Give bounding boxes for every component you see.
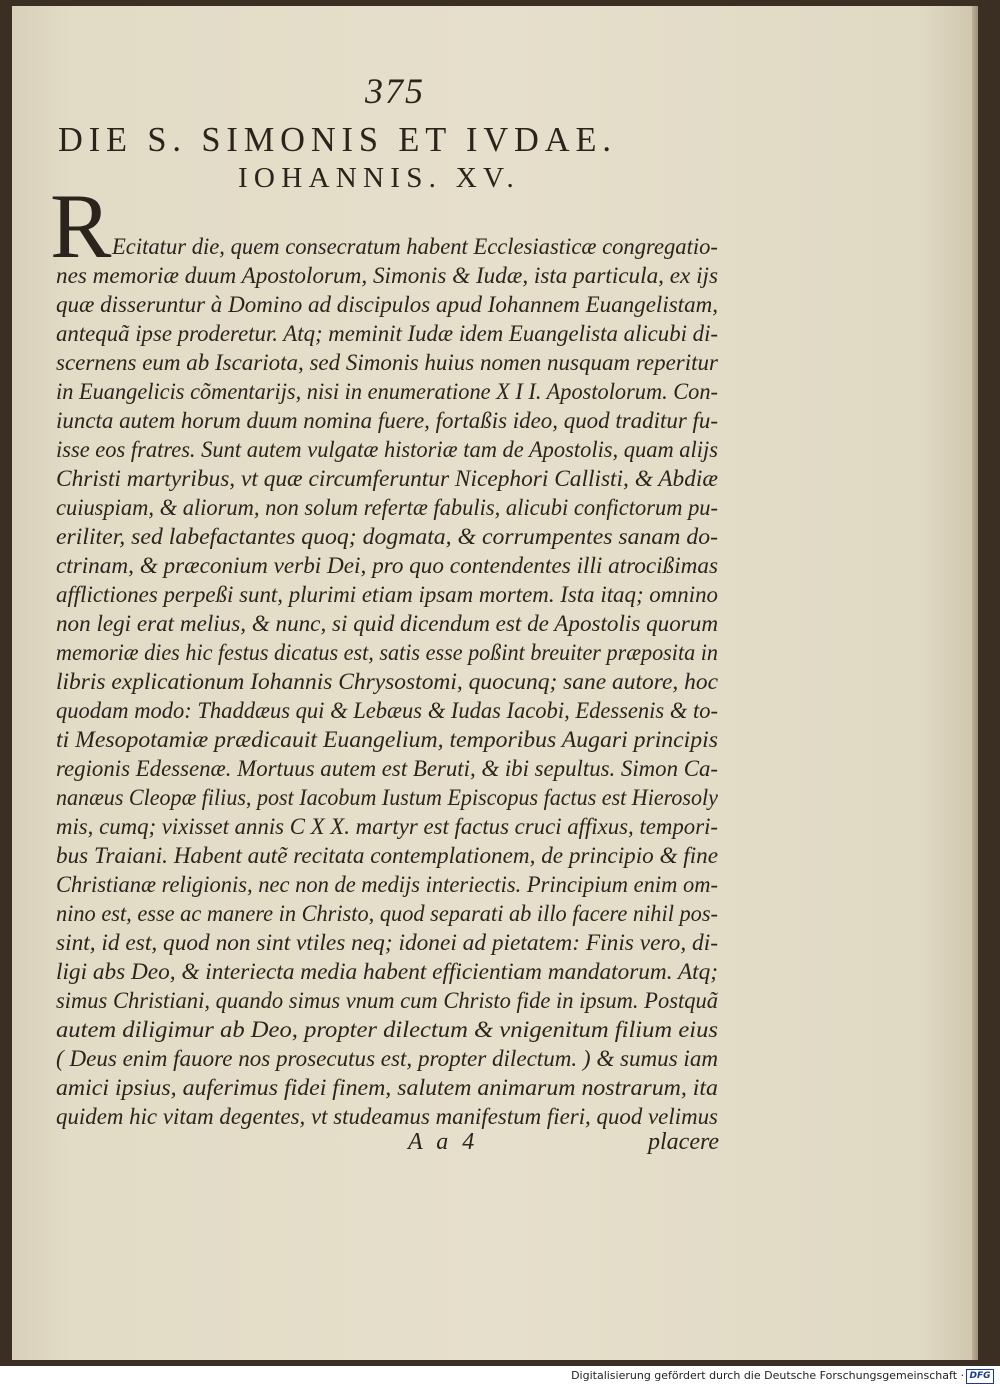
text-line: quæ disseruntur à Domino ad discipulos apud Iohannem Euangelistam, — [56, 292, 718, 318]
text-line: cuiuspiam, & aliorum, non solum refertæ fabulis, alicubi confictorum pu- — [56, 495, 719, 521]
text-line: autem diligimur ab Deo, propter dilectum & vnigenitum filium eius — [56, 1017, 718, 1043]
text-line: Christi martyribus, vt quæ circumferuntur Nicephori Callisti, & Abdiæ — [56, 466, 719, 492]
page-title: DIE S. SIMONIS ET IVDAE. — [58, 120, 617, 159]
text-line: bus Traiani. Habent autẽ recitata contemplationem, de principio & fine — [56, 843, 718, 869]
catchword: placere — [648, 1129, 720, 1155]
text-line: nanæus Cleopæ filius, post Iacobum Iustum Episcopus factus est Hierosoly — [56, 785, 718, 811]
text-line: simus Christiani, quando simus vnum cum Christo fide in ipsum. Postquã — [56, 988, 719, 1014]
text-line: ( Deus enim fauore nos prosecutus est, propter dilectum. ) & sumus iam — [56, 1046, 719, 1072]
text-line: quodam modo: Thaddæus qui & Lebæus & Iudas Iacobi, Edessenis & to- — [56, 698, 718, 724]
credit-text: Digitalisierung gefördert durch die Deutsche Forschungsgemeinschaft · — [571, 1369, 964, 1382]
signature-mark: A a 4 — [408, 1129, 479, 1155]
text-line: scernens eum ab Iscariota, sed Simonis huius nomen nusquam reperitur — [56, 350, 718, 376]
text-line: afflictiones perpeßi sunt, plurimi etiam ipsam mortem. Ista itaq; omnino — [56, 582, 718, 608]
text-line: amici ipsius, auferimus fidei finem, salutem animarum nostrarum, ita — [56, 1075, 718, 1101]
dfg-logo-icon: DFG — [966, 1369, 994, 1384]
text-line: non legi erat melius, & nunc, si quid dicendum est de Apostolis quorum — [56, 611, 719, 637]
text-line: libris explicationum Iohannis Chrysostomi, quocunq; sane autore, hoc — [56, 669, 719, 695]
text-line: mis, cumq; vixisset annis C X X. martyr est factus cruci affixus, tempori- — [56, 814, 719, 840]
text-line: nino est, esse ac manere in Christo, quod separati ab illo facere nihil pos- — [56, 901, 718, 927]
text-line: memoriæ dies hic festus dicatus est, satis esse poßint breuiter præposita in — [56, 640, 719, 666]
text-line: nes memoriæ duum Apostolorum, Simonis & Iudæ, ista particula, ex ijs — [56, 263, 719, 289]
text-line: ctrinam, & præconium verbi Dei, pro quo contendentes illi atrocißimas — [56, 553, 719, 579]
text-line: sint, id est, quod non sint vtiles neq; idonei ad pietatem: Finis vero, di- — [56, 930, 718, 956]
text-line: regionis Edessenæ. Mortuus autem est Beruti, & ibi sepultus. Simon Ca- — [56, 756, 718, 782]
text-line: quidem hic vitam degentes, vt studeamus manifestum fieri, quod velimus — [56, 1104, 718, 1130]
text-line: antequã ipse proderetur. Atq; meminit Iudæ idem Euangelista alicubi di- — [56, 321, 719, 347]
page-number: 375 — [365, 71, 425, 111]
initial-letter: R — [50, 175, 112, 277]
text-line: in Euangelicis cõmentarijs, nisi in enumeratione X I I. Apostolorum. Con- — [56, 379, 718, 405]
page-edge — [972, 6, 978, 1360]
text-line: ti Mesopotamiæ prædicauit Euangelium, temporibus Augari principis — [56, 727, 718, 753]
text-line: ligi abs Deo, & interiecta media habent efficientiam mandatorum. Atq; — [56, 959, 719, 985]
text-line: iuncta autem horum duum nomina fuere, fortaßis ideo, quod traditur fu- — [56, 408, 718, 434]
text-line: Christianæ religionis, nec non de medijs interiectis. Principium enim om- — [56, 872, 718, 898]
text-line: Ecitatur die, quem consecratum habent Ecclesiasticæ congregatio- — [112, 234, 718, 260]
text-line: isse eos fratres. Sunt autem vulgatæ historiæ tam de Apostolis, quam alijs — [56, 437, 719, 463]
page-subtitle: IOHANNIS. XV. — [238, 163, 521, 194]
text-line: eriliter, sed labefactantes quoq; dogmata, & corrumpentes sanam do- — [56, 524, 719, 550]
credit-bar — [0, 1366, 1000, 1387]
